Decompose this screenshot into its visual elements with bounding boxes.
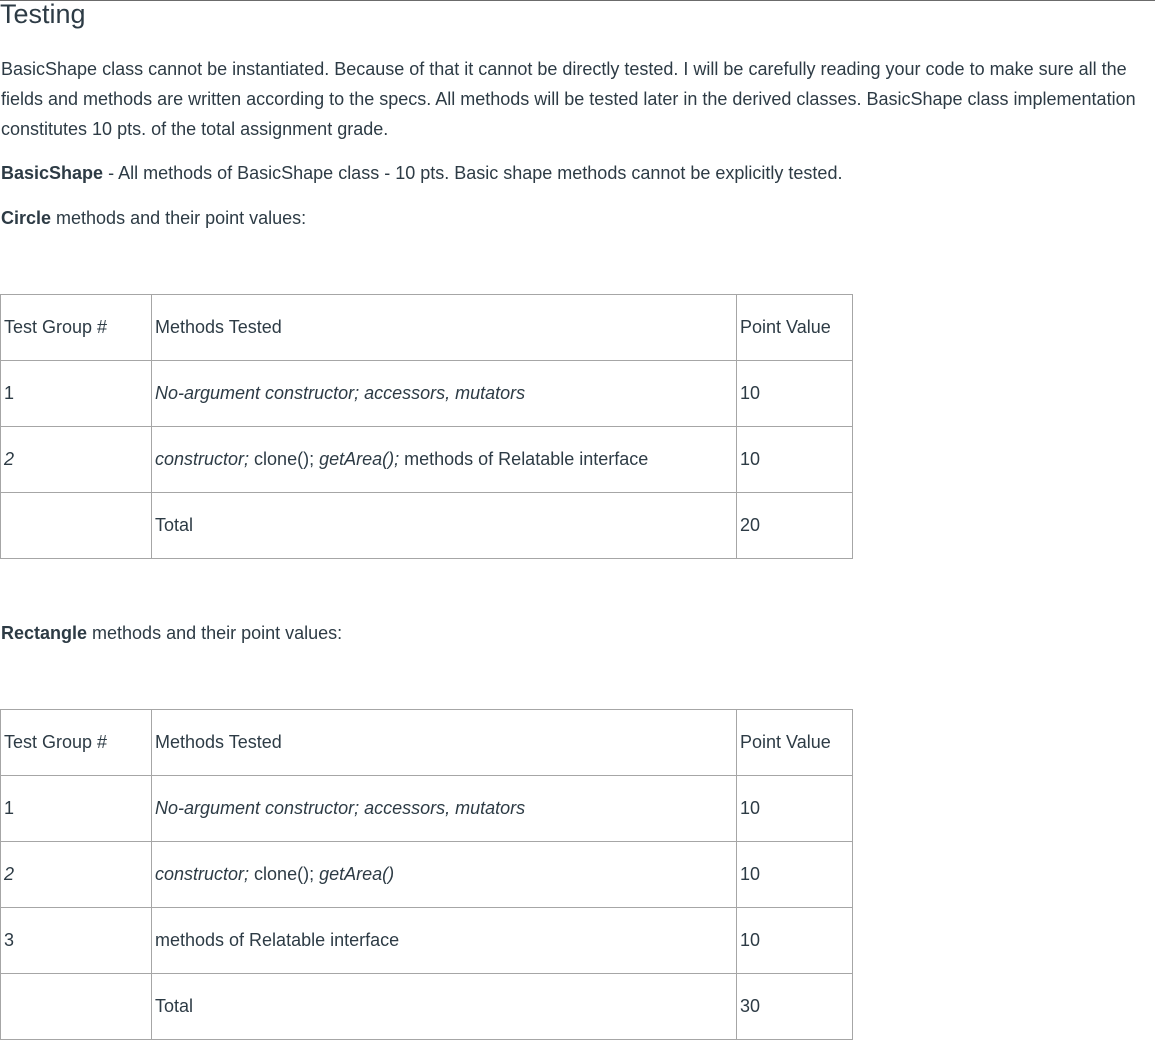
points-cell: 10 — [737, 427, 853, 493]
points-cell: 10 — [737, 361, 853, 427]
points-cell: 30 — [737, 974, 853, 1040]
test-group-cell: 1 — [1, 361, 152, 427]
column-header-points: Point Value — [737, 295, 853, 361]
methods-part: getArea(); — [319, 449, 400, 469]
methods-cell: methods of Relatable interface — [152, 908, 737, 974]
top-rule — [0, 0, 1155, 1]
basicshape-label: BasicShape — [1, 163, 104, 183]
table-row — [1, 908, 853, 974]
methods-cell — [152, 427, 737, 493]
table-header-row — [1, 295, 853, 361]
column-header-group: Test Group # — [1, 295, 152, 361]
rectangle-label: Rectangle — [1, 623, 88, 643]
rectangle-line — [1, 619, 342, 647]
circle-points-table — [0, 294, 853, 559]
table-row — [1, 427, 853, 493]
methods-part: clone(); — [249, 449, 320, 469]
points-cell: 10 — [737, 908, 853, 974]
column-header-points: Point Value — [737, 710, 853, 776]
points-cell: 10 — [737, 842, 853, 908]
methods-part: clone(); — [249, 864, 320, 884]
test-group-cell — [1, 493, 152, 559]
table-row — [1, 493, 853, 559]
test-group-cell: 1 — [1, 776, 152, 842]
methods-part: methods of Relatable interface — [399, 449, 649, 469]
column-header-methods: Methods Tested — [152, 295, 737, 361]
points-cell: 20 — [737, 493, 853, 559]
methods-cell: Total — [152, 974, 737, 1040]
rectangle-points-table — [0, 709, 853, 1040]
intro-paragraph: BasicShape class cannot be instantiated. Because of that it cannot be directly tested. I will be carefully reading your code to make sure all the fields and methods are written according to the specs. All methods will be tested later in the derived classes. BasicShape class implementation constitutes 10 pts. of the total assignment grade. — [1, 59, 1136, 139]
circle-text: methods and their point values: — [51, 208, 307, 228]
test-group-cell: 3 — [1, 908, 152, 974]
table-row — [1, 842, 853, 908]
table-header-row — [1, 710, 853, 776]
test-group-cell: 2 — [1, 427, 152, 493]
methods-part: getArea() — [319, 864, 395, 884]
basicshape-text: - All methods of BasicShape class - 10 pts. Basic shape methods cannot be explicitly tested. — [103, 163, 843, 183]
page-heading: Testing — [0, 0, 86, 29]
test-group-cell — [1, 974, 152, 1040]
methods-cell: Total — [152, 493, 737, 559]
table-row — [1, 361, 853, 427]
methods-cell: No-argument constructor; accessors, mutators — [152, 361, 737, 427]
basicshape-line — [1, 159, 842, 187]
rectangle-text: methods and their point values: — [87, 623, 343, 643]
methods-cell — [152, 842, 737, 908]
methods-part: constructor; — [155, 864, 250, 884]
column-header-group: Test Group # — [1, 710, 152, 776]
points-cell: 10 — [737, 776, 853, 842]
methods-cell: No-argument constructor; accessors, mutators — [152, 776, 737, 842]
column-header-methods: Methods Tested — [152, 710, 737, 776]
table-row — [1, 776, 853, 842]
methods-part: constructor; — [155, 449, 250, 469]
circle-label: Circle — [1, 208, 52, 228]
circle-line — [1, 204, 306, 232]
table-row — [1, 974, 853, 1040]
test-group-cell: 2 — [1, 842, 152, 908]
